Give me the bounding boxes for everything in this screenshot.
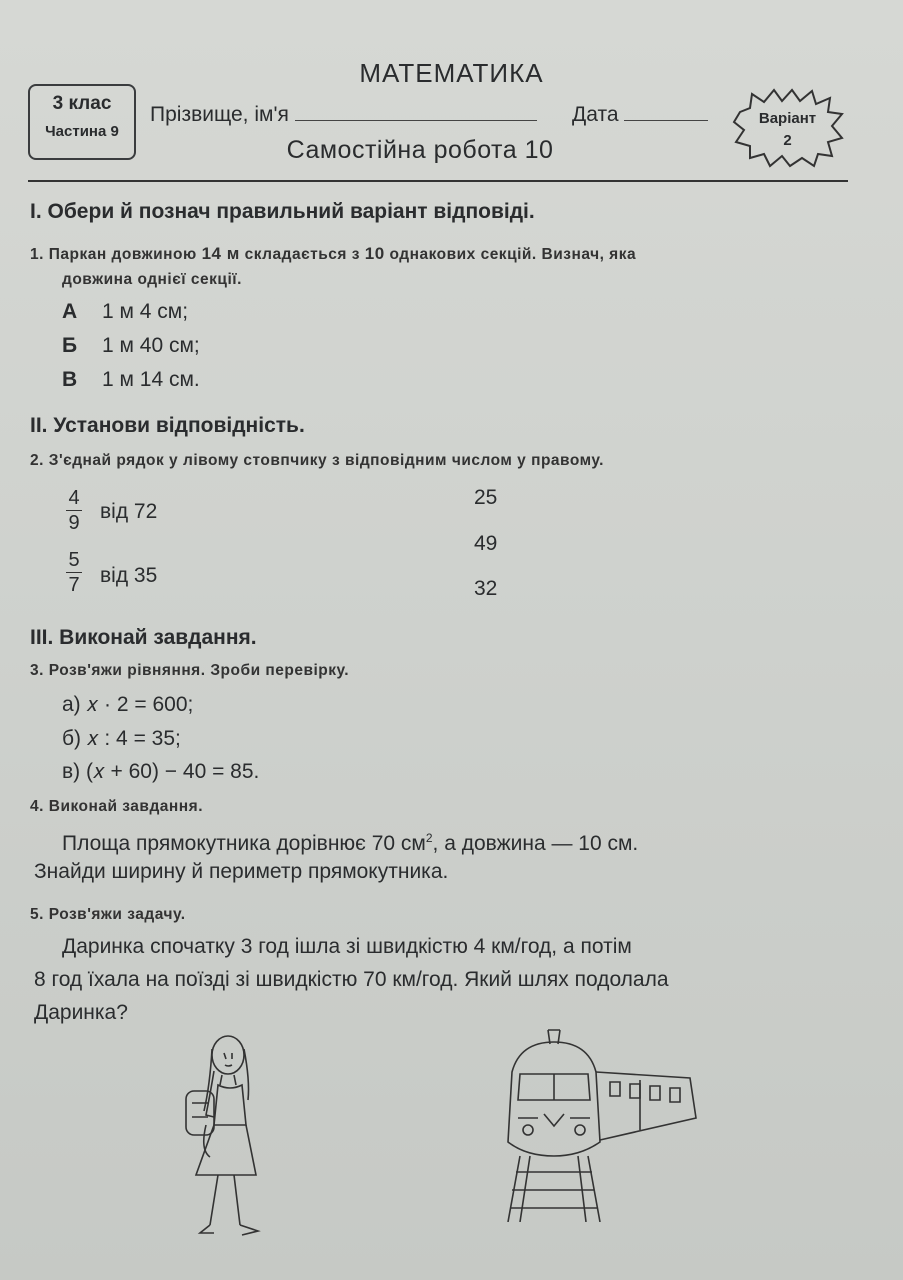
right-value-3[interactable]: 32 xyxy=(474,577,498,600)
task-1-length: 14 м xyxy=(201,244,240,263)
task-4-length: , а довжина — 10 см. xyxy=(432,832,639,855)
girl-with-backpack-icon xyxy=(170,1025,280,1250)
task-4-number: 4. xyxy=(30,798,44,815)
fraction-bar xyxy=(66,510,82,511)
train-icon xyxy=(490,1022,705,1222)
task-4-instruction: Виконай завдання. xyxy=(48,798,203,815)
option-text: 1 м 4 см; xyxy=(102,300,189,323)
task-3-number: 3. xyxy=(30,662,44,679)
task-5-text xyxy=(30,906,186,924)
name-blank-line[interactable] xyxy=(295,120,537,121)
equation-b: б) 𝑥 : 4 = 35; xyxy=(62,727,181,750)
fraction-bar xyxy=(66,572,82,573)
equation-a: а) 𝑥 · 2 = 600; xyxy=(62,693,194,716)
section-2-title: II. Установи відповідність. xyxy=(30,414,305,437)
part-label: Частина 9 xyxy=(45,123,119,140)
task-5-instruction: Розв'яжи задачу. xyxy=(48,906,186,923)
variant-badge xyxy=(730,108,845,152)
task-3-instruction: Розв'яжи рівняння. Зроби перевірку. xyxy=(48,662,350,679)
date-label: Дата xyxy=(572,103,619,126)
equation-c: в) (𝑥 + 60) − 40 = 85. xyxy=(62,760,260,783)
task-4-area: Площа прямокутника дорівнює 70 см xyxy=(62,832,426,855)
header-divider xyxy=(28,180,848,182)
task-4-text xyxy=(30,798,203,816)
class-label: 3 клас xyxy=(52,93,112,114)
name-field xyxy=(150,103,537,127)
section-1-title: I. Обери й познач правильний варіант відповіді. xyxy=(30,200,535,223)
name-label: Прізвище, ім'я xyxy=(150,103,289,126)
fraction-5-7 xyxy=(66,549,82,596)
work-title: Самостійна робота 10 xyxy=(286,136,554,164)
fraction-numerator: 4 xyxy=(68,487,80,509)
fraction-denominator: 9 xyxy=(68,512,80,534)
task-3-text xyxy=(30,662,349,680)
option-text: 1 м 14 см. xyxy=(102,368,200,391)
task-4-line-2: Знайди ширину й периметр прямокутника. xyxy=(34,860,449,883)
fraction-numerator: 5 xyxy=(68,549,80,571)
task-1-text xyxy=(30,244,848,264)
task-5-line-3: Даринка? xyxy=(34,1001,128,1024)
fraction-denominator: 7 xyxy=(68,574,80,596)
task-5-number: 5. xyxy=(30,906,44,923)
fraction-4-9 xyxy=(66,487,82,534)
task-5-line-1: Даринка спочатку 3 год ішла зі швидкістю 4 км/год, а потім xyxy=(62,935,632,958)
right-value-1[interactable]: 25 xyxy=(474,486,498,509)
left-item-1-text[interactable]: від 72 xyxy=(100,500,158,523)
task-1-text-part: однакових секцій. Визнач, яка xyxy=(384,246,637,263)
option-b[interactable] xyxy=(62,334,200,358)
option-letter: Б xyxy=(62,334,78,357)
subject-title: МАТЕМАТИКА xyxy=(359,58,544,88)
task-1-number: 1. xyxy=(30,246,44,263)
task-2-text xyxy=(30,452,604,470)
variant-label: Варіант xyxy=(758,110,817,127)
option-c[interactable] xyxy=(62,368,200,392)
date-field xyxy=(572,103,708,127)
square-exponent: 2 xyxy=(425,831,433,845)
option-letter: А xyxy=(62,300,78,323)
task-2-instruction: З'єднай рядок у лівому стовпчику з відповідним числом у правому. xyxy=(48,452,604,469)
task-1-text-part: Паркан довжиною xyxy=(48,246,202,263)
option-a[interactable] xyxy=(62,300,188,324)
task-1-text-part: складається з xyxy=(239,246,365,263)
task-1-sections: 10 xyxy=(364,244,385,263)
date-blank-line[interactable] xyxy=(624,120,708,121)
variant-number: 2 xyxy=(783,132,792,149)
option-letter: В xyxy=(62,368,78,391)
task-5-line-2: 8 год їхала на поїзді зі швидкістю 70 км/год. Який шлях подолала xyxy=(34,968,669,991)
task-1-text-line2: довжина однієї секції. xyxy=(62,271,242,288)
left-item-2-text[interactable]: від 35 xyxy=(100,564,158,587)
task-2-number: 2. xyxy=(30,452,44,469)
right-value-2[interactable]: 49 xyxy=(474,532,498,555)
option-text: 1 м 40 см; xyxy=(102,334,200,357)
section-3-title: III. Виконай завдання. xyxy=(30,626,257,649)
